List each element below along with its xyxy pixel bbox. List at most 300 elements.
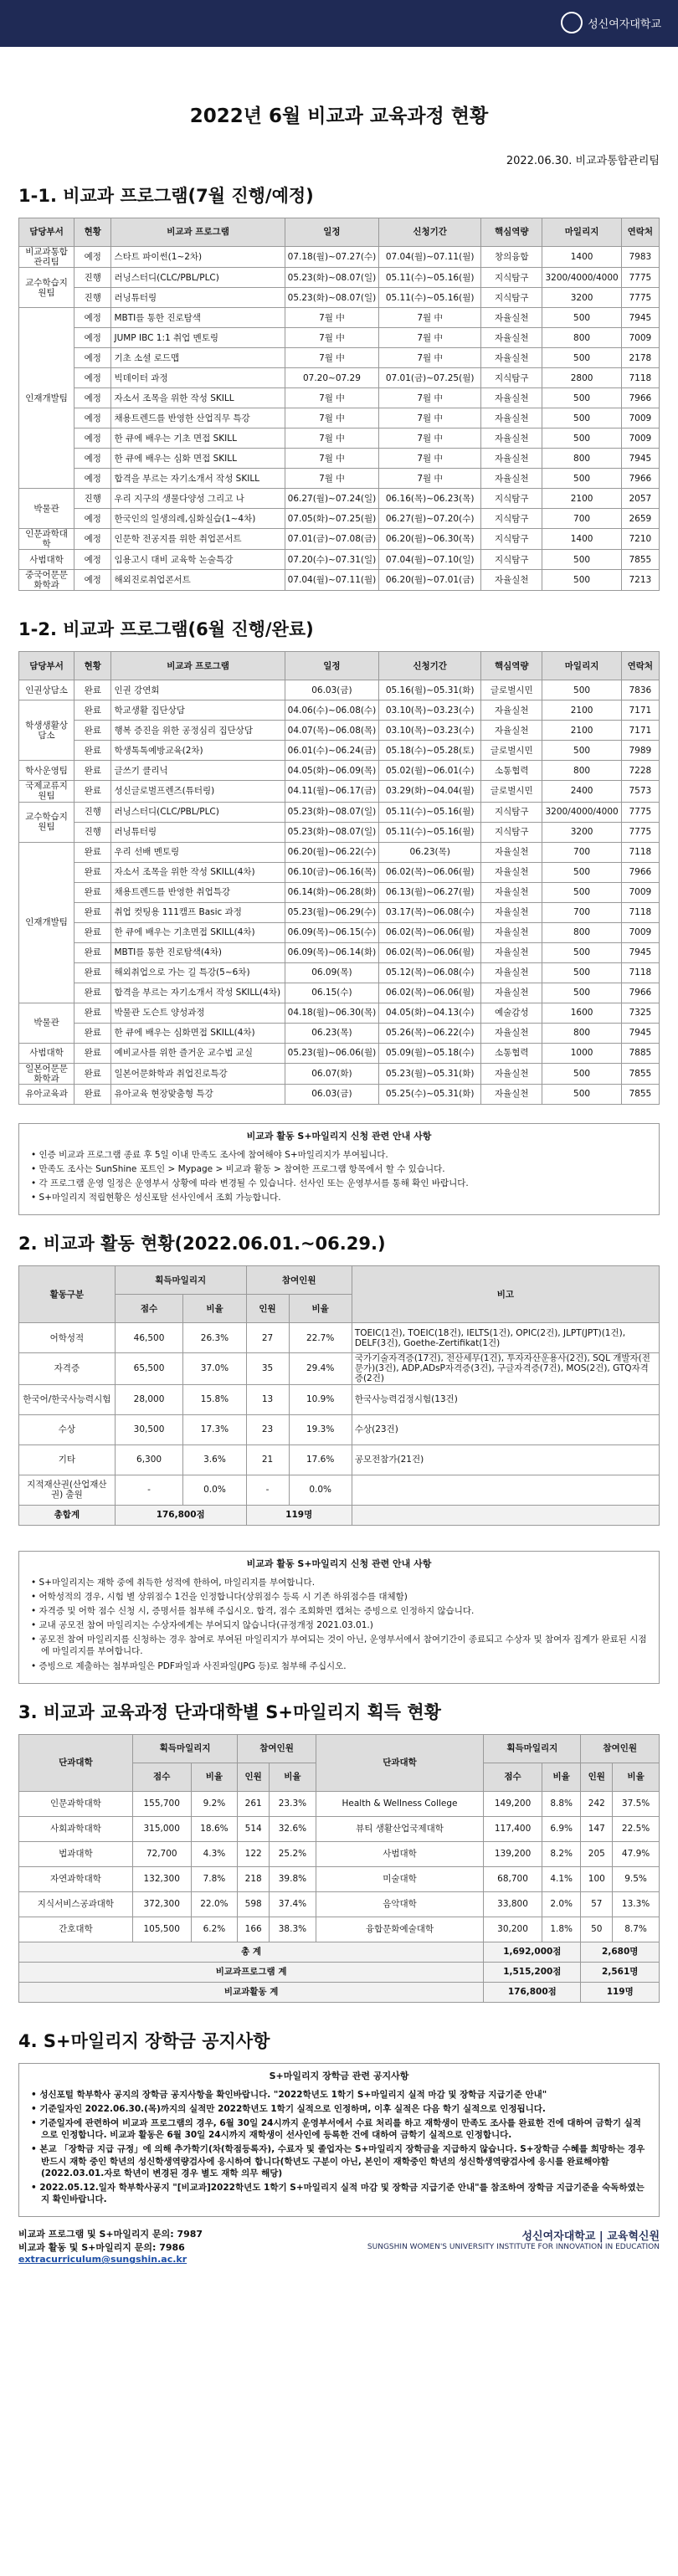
table-cell: 지식탐구 [481, 529, 542, 550]
table-cell: 지식서비스공과대학 [19, 1891, 133, 1917]
table-cell: 800 [542, 922, 621, 942]
table-cell: 7855 [621, 1063, 659, 1084]
table-cell: 7118 [621, 368, 659, 388]
table-cell: 스타트 파이썬(1~2차) [111, 247, 285, 268]
column-subheader: 비율 [289, 1295, 352, 1323]
table-cell: 149,200 [484, 1791, 542, 1816]
table-cell: 03.17(목)~06.08(수) [379, 902, 481, 922]
table-row [19, 1475, 660, 1505]
table-cell: 26.3% [183, 1323, 246, 1353]
table-cell: 진행 [74, 268, 111, 288]
column-subheader: 비율 [613, 1763, 660, 1791]
table-cell: 7.8% [191, 1866, 238, 1891]
table-cell: 지식탐구 [481, 550, 542, 570]
table-cell: 해외취업으로 가는 길 특강(5~6차) [111, 962, 285, 983]
table-cell: 7월 中 [379, 348, 481, 368]
table-cell: 자율실천 [481, 1063, 542, 1084]
table-header-row [19, 1266, 660, 1295]
table-cell: 04.06(수)~06.08(수) [285, 700, 379, 721]
table-cell: 자율실천 [481, 962, 542, 983]
table-cell: 예정 [74, 408, 111, 428]
table-row [19, 368, 660, 388]
table-cell: 글로벌시민 [481, 741, 542, 761]
table-cell: 38.3% [270, 1917, 316, 1942]
table-cell: 06.07(화) [285, 1063, 379, 1084]
column-header: 연락처 [621, 652, 659, 680]
table-cell: 지식탐구 [481, 268, 542, 288]
column-header: 단과대학 [316, 1734, 483, 1791]
table-cell: 2659 [621, 509, 659, 529]
table-row [19, 1445, 660, 1475]
table-cell: 03.10(목)~03.23(수) [379, 721, 481, 741]
section-heading-2: 2. 비교과 활동 현황(2022.06.01.~06.29.) [18, 1234, 386, 1255]
table-cell: 러닝스터디(CLC/PBL/PLC) [111, 268, 285, 288]
table-cell: 25.2% [270, 1841, 316, 1866]
table-cell: 간호대학 [19, 1917, 133, 1942]
table-cell: 3200 [542, 288, 621, 308]
table-cell: 학생톡톡예방교육(2차) [111, 741, 285, 761]
department-cell: 국제교류지원팀 [19, 781, 74, 802]
column-header: 핵심역량 [481, 218, 542, 247]
table-cell: 7573 [621, 781, 659, 802]
table-cell: 자율실천 [481, 882, 542, 902]
department-cell: 비교과통합관리팀 [19, 247, 74, 268]
table-cell: 05.11(수)~05.16(월) [379, 802, 481, 822]
table-cell: 05.11(수)~05.16(월) [379, 288, 481, 308]
table-cell: 06.20(월)~06.22(수) [285, 842, 379, 862]
table-cell: 기초 소셜 로드맵 [111, 348, 285, 368]
table-cell: 우리 지구의 생물다양성 그리고 나 [111, 489, 285, 509]
table-cell: 한국사능력검정시험(13건) [352, 1384, 659, 1414]
table-row [19, 308, 660, 328]
table-cell: 315,000 [132, 1816, 191, 1841]
table-cell: 500 [542, 882, 621, 902]
table-cell: 완료 [74, 1003, 111, 1023]
table-cell: 7171 [621, 700, 659, 721]
notice-box-1 [18, 1123, 660, 1216]
table-cell: 7855 [621, 550, 659, 570]
table-cell: 법과대학 [19, 1841, 133, 1866]
table-cell: 완료 [74, 741, 111, 761]
column-subheader: 인원 [238, 1763, 270, 1791]
table-cell: 완료 [74, 922, 111, 942]
contact-line-2: 비교과 활동 및 S+마일리지 문의: 7986 [18, 2242, 185, 2254]
table-cell: 05.02(월)~06.01(수) [379, 761, 481, 781]
table-cell: 05.12(목)~06.08(수) [379, 962, 481, 983]
table-cell: 700 [542, 842, 621, 862]
table-row [19, 761, 660, 781]
table-cell: 15.8% [183, 1384, 246, 1414]
table-cell: 100 [581, 1866, 613, 1891]
table-row [19, 1414, 660, 1445]
table-cell: 진행 [74, 288, 111, 308]
section-heading-3: 3. 비교과 교육과정 단과대학별 S+마일리지 획득 현황 [18, 1701, 441, 1722]
table-cell: 완료 [74, 983, 111, 1003]
table-cell: 2100 [542, 721, 621, 741]
table-cell: 7월 中 [379, 328, 481, 348]
table-cell: 2100 [542, 489, 621, 509]
table-cell: 자소서 조목을 위한 작성 SKILL(4차) [111, 862, 285, 882]
table-cell: 3.6% [183, 1445, 246, 1475]
table-header-row [19, 1734, 660, 1763]
table-cell: 수상 [19, 1414, 116, 1445]
table-cell: 06.09(목) [285, 962, 379, 983]
table-header-row [19, 218, 660, 247]
table-cell: 06.27(월)~07.20(수) [379, 509, 481, 529]
table-cell: 7월 中 [285, 449, 379, 469]
footer-logo-text: 성신여자대학교 | 교육혁신원 [521, 2230, 660, 2244]
table-cell: 500 [542, 570, 621, 591]
table-cell: 800 [542, 328, 621, 348]
table-cell: 성신글로벌프렌즈(튜터링) [111, 781, 285, 802]
activity-table [18, 1265, 660, 1525]
table-cell: 132,300 [132, 1866, 191, 1891]
table-cell: 06.23(목) [285, 1023, 379, 1043]
table-cell: 4.3% [191, 1841, 238, 1866]
table-cell: 30,500 [115, 1414, 183, 1445]
column-header: 획득마일리지 [132, 1734, 237, 1763]
table-cell: 7118 [621, 962, 659, 983]
table-cell: 1400 [542, 529, 621, 550]
column-subheader: 인원 [581, 1763, 613, 1791]
table-cell: 해외진로취업콘서트 [111, 570, 285, 591]
table-cell: 04.05(화)~04.13(수) [379, 1003, 481, 1023]
department-cell: 인권상담소 [19, 680, 74, 700]
column-header: 활동구분 [19, 1266, 116, 1323]
table-cell: 0.0% [183, 1475, 246, 1505]
table-cell: 예정 [74, 509, 111, 529]
table-cell: 06.02(목)~06.06(월) [379, 983, 481, 1003]
table-row [19, 781, 660, 802]
table-row [19, 1891, 660, 1917]
table-cell: 05.23(월)~06.29(수) [285, 902, 379, 922]
table-cell: 한 큐에 배우는 심화면접 SKILL(4차) [111, 1023, 285, 1043]
department-cell: 학사운영팀 [19, 761, 74, 781]
table-cell: 예정 [74, 428, 111, 449]
department-cell: 교수학습지원팀 [19, 268, 74, 308]
table-cell: 7855 [621, 1084, 659, 1104]
table-cell: 06.09(목)~06.15(수) [285, 922, 379, 942]
table-cell: 1600 [542, 1003, 621, 1023]
table-cell: 06.03(금) [285, 1084, 379, 1104]
notice-item: • 교내 공모전 참여 마일리지는 수상자에게는 부여되지 않습니다(규정개정 2021.03.01.) [31, 1619, 647, 1631]
table-cell: 7월 中 [379, 449, 481, 469]
table-cell: 완료 [74, 1043, 111, 1063]
table-cell: 자율실천 [481, 570, 542, 591]
notice-item: • 성신포털 학부학사 공지의 장학금 공지사항을 확인바랍니다. "2022학년도 1학기 S+마일리지 실적 마감 및 장학금 지급기준 안내" [31, 2089, 647, 2101]
table-cell: 7월 中 [379, 469, 481, 489]
table-cell: 자율실천 [481, 862, 542, 882]
table-cell: 7월 中 [285, 388, 379, 408]
table-cell: 예정 [74, 328, 111, 348]
table-cell: 뷰티 생활산업국제대학 [316, 1816, 483, 1841]
column-subheader: 비율 [191, 1763, 238, 1791]
notice-item: • S+마일리지 적립현황은 성신포탈 선사인에서 조회 가능합니다. [31, 1192, 647, 1203]
table-cell: 진행 [74, 822, 111, 842]
table-cell: 1.8% [542, 1917, 581, 1942]
table-cell: 7월 中 [285, 348, 379, 368]
table-cell: 7월 中 [379, 408, 481, 428]
table-cell: 7989 [621, 741, 659, 761]
column-header: 비고 [352, 1266, 659, 1323]
table-cell: 2,561명 [581, 1962, 660, 1982]
table-cell: 예정 [74, 550, 111, 570]
table-cell: 06.20(월)~06.30(목) [379, 529, 481, 550]
column-header: 획득마일리지 [484, 1734, 581, 1763]
table-cell: 취업 컷팅용 111캠프 Basic 과정 [111, 902, 285, 922]
table-cell: 500 [542, 348, 621, 368]
table-row [19, 721, 660, 741]
table-cell: 05.09(월)~05.18(수) [379, 1043, 481, 1063]
table-cell: 06.02(목)~06.06(월) [379, 862, 481, 882]
table-cell: 07.04(월)~07.11(월) [379, 247, 481, 268]
table-cell: 자율실천 [481, 1023, 542, 1043]
table-cell: 500 [542, 983, 621, 1003]
table-cell: 261 [238, 1791, 270, 1816]
table-row [19, 862, 660, 882]
table-cell: 03.29(화)~04.04(월) [379, 781, 481, 802]
table-row [19, 1816, 660, 1841]
table-cell: 65,500 [115, 1353, 183, 1384]
top-banner [0, 0, 678, 47]
table-cell: 06.15(수) [285, 983, 379, 1003]
department-cell: 교수학습지원팀 [19, 802, 74, 842]
table-cell: 예정 [74, 388, 111, 408]
column-header: 신청기간 [379, 652, 481, 680]
table-cell: 완료 [74, 1023, 111, 1043]
table-cell: 융합문화예술대학 [316, 1917, 483, 1942]
table-cell: 05.11(수)~05.16(월) [379, 268, 481, 288]
table-cell: 242 [581, 1791, 613, 1816]
department-cell: 사범대학 [19, 1043, 74, 1063]
table-cell: 22.0% [191, 1891, 238, 1917]
table-cell: 7885 [621, 1043, 659, 1063]
table-row [19, 802, 660, 822]
table-cell: 우리 선배 멘토링 [111, 842, 285, 862]
page-title: 2022년 6월 비교과 교육과정 현황 [189, 105, 489, 127]
table-cell: 32.6% [270, 1816, 316, 1841]
table-cell: 7213 [621, 570, 659, 591]
table-row [19, 288, 660, 308]
table-cell: 자율실천 [481, 842, 542, 862]
column-subheader: 인원 [246, 1295, 289, 1323]
table-cell: 17.3% [183, 1414, 246, 1445]
table-cell: 1,515,200점 [484, 1962, 581, 1982]
table-cell: 23.3% [270, 1791, 316, 1816]
column-header: 참여인원 [581, 1734, 660, 1763]
table-cell: 68,700 [484, 1866, 542, 1891]
contact-email-link[interactable]: extracurriculum@sungshin.ac.kr [18, 2254, 187, 2266]
table-cell: 800 [542, 761, 621, 781]
table-cell: 3200 [542, 822, 621, 842]
footer-logo-subtext: SUNGSHIN WOMEN'S UNIVERSITY INSTITUTE FOR INNOVATION IN EDUCATION [367, 2243, 660, 2252]
table-cell: 음악대학 [316, 1891, 483, 1917]
table-cell: 자율실천 [481, 408, 542, 428]
table-cell: 05.23(화)~08.07(일) [285, 822, 379, 842]
table-cell: 자소서 조목을 위한 작성 SKILL [111, 388, 285, 408]
table-cell: 05.25(수)~05.31(화) [379, 1084, 481, 1104]
section-heading-4: 4. S+마일리지 장학금 공지사항 [18, 2030, 270, 2051]
table-cell: 6,300 [115, 1445, 183, 1475]
table-cell: 117,400 [484, 1816, 542, 1841]
table-cell: 수상(23건) [352, 1414, 659, 1445]
notice-item: • 본교 「장학금 지급 규정」에 의해 추가학기(차(학점등록자), 수료자 및 졸업자는 S+마일리지 장학금을 지급하지 않습니다. S+장학금 수혜를 희망하는 경우 반드시 재학 중인 학년의 성신학생역량검사에 응시하여 합니다(학년도 구분이 아닌, 본인이 재학중인 학년의 성신학생역량검사에 응시를 완료해야함(2022.03.01.자로 학년이 변경된 경우 별도 재학 의무 해당) [31, 2143, 647, 2179]
table-row [19, 842, 660, 862]
table-cell: 지식탐구 [481, 802, 542, 822]
table-cell: 예정 [74, 469, 111, 489]
table-cell: 05.11(수)~05.16(월) [379, 822, 481, 842]
table-row [19, 529, 660, 550]
table-cell: 07.20~07.29 [285, 368, 379, 388]
program-table-june [18, 651, 660, 1104]
column-header: 비교과 프로그램 [111, 652, 285, 680]
table-row [19, 1917, 660, 1942]
table-cell: 완료 [74, 862, 111, 882]
table-cell: 119명 [246, 1505, 352, 1525]
table-row [19, 328, 660, 348]
table-cell: Health & Wellness College [316, 1791, 483, 1816]
column-subheader: 비율 [270, 1763, 316, 1791]
table-row [19, 388, 660, 408]
table-cell: 7118 [621, 842, 659, 862]
table-cell: 500 [542, 680, 621, 700]
table-cell: 7210 [621, 529, 659, 550]
table-cell: 27 [246, 1323, 289, 1353]
table-cell: 05.23(월)~06.06(월) [285, 1043, 379, 1063]
table-row [19, 1791, 660, 1816]
table-cell: 06.09(목)~06.14(화) [285, 942, 379, 962]
table-cell: 07.01(금)~07.08(금) [285, 529, 379, 550]
column-header: 단과대학 [19, 1734, 133, 1791]
notice-item: • 2022.05.12.일자 학부학사공지 "[비교과]2022학년도 1학기 S+마일리지 실적 마감 및 장학금 지급기준 안내"를 참조하여 장학금 지급기준을 숙독하였는지 확인바랍니다. [31, 2182, 647, 2205]
table-cell: 598 [238, 1891, 270, 1917]
notice-title: S+마일리지 장학금 관련 공지사항 [269, 2070, 409, 2081]
table-cell: 04.07(목)~06.08(목) [285, 721, 379, 741]
table-cell: 39.8% [270, 1866, 316, 1891]
table-cell: 06.20(월)~07.01(금) [379, 570, 481, 591]
table-cell: 500 [542, 862, 621, 882]
table-cell: 22.5% [613, 1816, 660, 1841]
table-cell: 500 [542, 1063, 621, 1084]
table-cell: 7966 [621, 388, 659, 408]
table-cell: 지식탐구 [481, 368, 542, 388]
table-cell: 139,200 [484, 1841, 542, 1866]
table-cell: 1400 [542, 247, 621, 268]
table-cell: 7009 [621, 922, 659, 942]
table-cell: 7월 中 [285, 328, 379, 348]
table-cell: 글로벌시민 [481, 781, 542, 802]
table-row [19, 680, 660, 700]
table-row [19, 1841, 660, 1866]
table-cell: 500 [542, 428, 621, 449]
table-cell: 예술감성 [481, 1003, 542, 1023]
table-cell: 자율실천 [481, 449, 542, 469]
table-cell: 자율실천 [481, 902, 542, 922]
table-cell: 자격증 [19, 1353, 116, 1384]
table-cell: 8.8% [542, 1791, 581, 1816]
table-cell: 6.2% [191, 1917, 238, 1942]
table-cell: 비교과프로그램 계 [19, 1962, 484, 1982]
table-cell: 3200/4000/4000 [542, 802, 621, 822]
table-cell: 218 [238, 1866, 270, 1891]
column-header: 신청기간 [379, 218, 481, 247]
table-row [19, 922, 660, 942]
table-cell: 7월 中 [285, 408, 379, 428]
footer-logo [367, 2227, 660, 2265]
table-cell: 06.02(목)~06.06(월) [379, 942, 481, 962]
table-cell: 06.13(월)~06.27(월) [379, 882, 481, 902]
table-cell: 지적재산권(산업재산권) 출원 [19, 1475, 116, 1505]
table-cell: 6.9% [542, 1816, 581, 1841]
notice-title: 비교과 활동 S+마일리지 신청 관련 안내 사항 [246, 1130, 432, 1142]
table-cell: 자율실천 [481, 469, 542, 489]
table-cell: 700 [542, 509, 621, 529]
department-cell: 인재개발팀 [19, 308, 74, 489]
report-date: 2022.06.30. 비교과통합관리팀 [506, 155, 660, 167]
table-cell: 러닝튜터링 [111, 822, 285, 842]
section-heading-1-1: 1-1. 비교과 프로그램(7월 진행/예정) [18, 186, 314, 206]
table-cell [352, 1505, 659, 1525]
table-cell: 19.3% [289, 1414, 352, 1445]
table-cell: 7775 [621, 268, 659, 288]
notice-item: • 만족도 조사는 SunShine 포트인 > Mypage > 비교과 활동 > 참여한 프로그램 항목에서 할 수 있습니다. [31, 1163, 647, 1175]
department-cell: 박물관 [19, 1003, 74, 1043]
table-cell: 06.03(금) [285, 680, 379, 700]
table-cell: 04.05(화)~06.09(목) [285, 761, 379, 781]
department-cell: 중국어문문화학과 [19, 570, 74, 591]
table-row [19, 428, 660, 449]
table-cell: 28,000 [115, 1384, 183, 1414]
table-cell: 05.23(화)~08.07(일) [285, 268, 379, 288]
table-cell: 7월 中 [379, 428, 481, 449]
table-cell: 2800 [542, 368, 621, 388]
table-cell: 인문과학대학 [19, 1791, 133, 1816]
contact-line-1: 비교과 프로그램 및 S+마일리지 문의: 7987 [18, 2229, 203, 2240]
table-cell: 500 [542, 469, 621, 489]
table-row [19, 902, 660, 922]
notice-item: • 각 프로그램 운영 일정은 운영부서 상황에 따라 변경될 수 있습니다. 선사인 또는 운영부서를 통해 확인 바랍니다. [31, 1178, 647, 1189]
table-cell: 119명 [581, 1982, 660, 2002]
table-cell: 06.01(수)~06.24(금) [285, 741, 379, 761]
table-cell: 7월 中 [379, 308, 481, 328]
table-cell: 500 [542, 1084, 621, 1104]
table-cell: 비교과활동 계 [19, 1982, 484, 2002]
table-cell: 글로벌시민 [481, 680, 542, 700]
table-row [19, 1084, 660, 1104]
table-cell: 완료 [74, 1063, 111, 1084]
table-cell: 7171 [621, 721, 659, 741]
table-cell: 06.16(목)~06.23(목) [379, 489, 481, 509]
table-cell: 05.23(월)~05.31(화) [379, 1063, 481, 1084]
department-cell: 학생생활상담소 [19, 700, 74, 761]
table-cell: 7월 中 [285, 428, 379, 449]
table-cell: 33,800 [484, 1891, 542, 1917]
section-heading-1-2: 1-2. 비교과 프로그램(6월 진행/완료) [18, 619, 314, 640]
table-cell: 창의융합 [481, 247, 542, 268]
table-cell: 07.20(수)~07.31(일) [285, 550, 379, 570]
table-row [19, 247, 660, 268]
table-cell: MBTI를 통한 진로탐색 [111, 308, 285, 328]
table-cell: 자율실천 [481, 388, 542, 408]
table-cell: 자율실천 [481, 721, 542, 741]
table-cell: 35 [246, 1353, 289, 1384]
table-cell: 미술대학 [316, 1866, 483, 1891]
table-cell: 05.26(목)~06.22(수) [379, 1023, 481, 1043]
notice-item: • 기준일자에 관련하여 비교과 프로그램의 경우, 6월 30일 24시까지 운영부서에서 수료 처리를 하고 재학생이 만족도 조사를 완료한 건에 대하여 금학기 실적으로 인정합니다. 비교과 활동은 6월 30일 24시까지 재학생이 선사인에 등록한 건에 대하여 금학기 실적으로 인정합니다. [31, 2117, 647, 2141]
table-cell: 8.7% [613, 1917, 660, 1942]
table-cell: 자연과학대학 [19, 1866, 133, 1891]
table-cell: 05.16(월)~05.31(화) [379, 680, 481, 700]
